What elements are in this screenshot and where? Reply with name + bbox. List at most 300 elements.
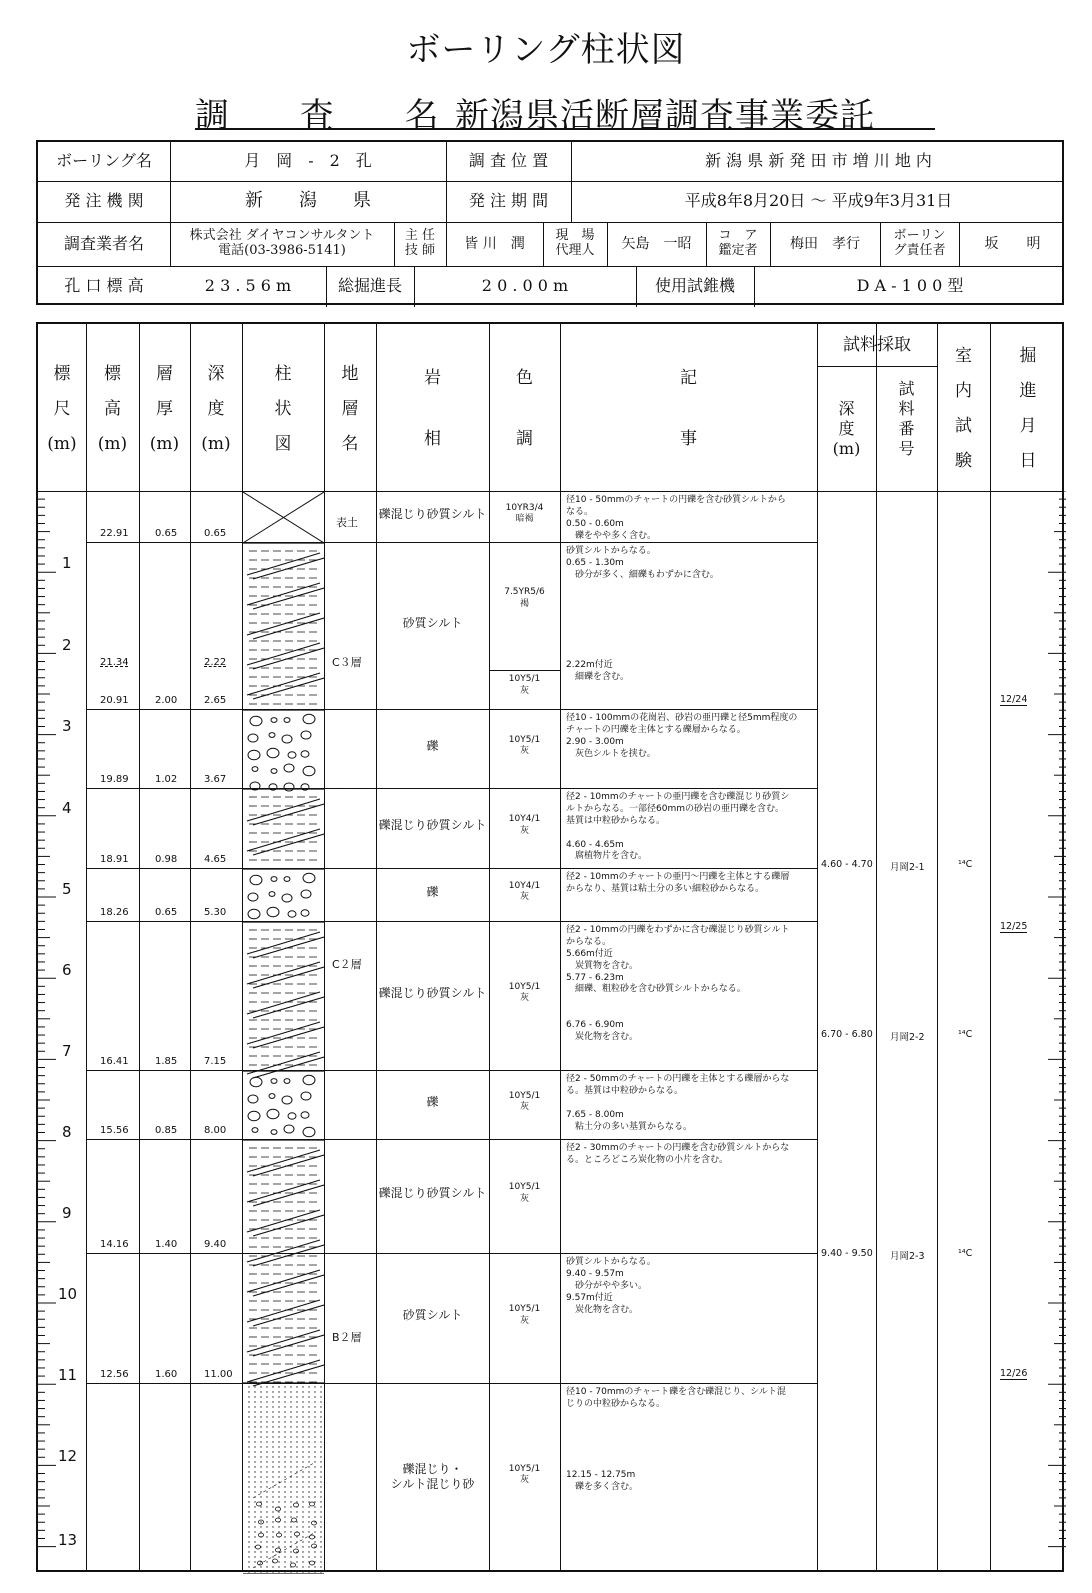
sand-dot xyxy=(290,1556,291,1557)
sand-dot xyxy=(296,1556,297,1557)
layer-lithology: 礫混じり・ シルト混じり砂 xyxy=(390,1461,475,1491)
contractor: 株式会社 ダイヤコンサルタント 電話(03-3986-5141) xyxy=(189,228,375,258)
column-pattern-mark xyxy=(294,1549,299,1553)
sand-dot xyxy=(260,1396,261,1397)
sand-dot xyxy=(302,1421,303,1422)
sand-dot xyxy=(278,1471,279,1472)
column-pattern-mark xyxy=(253,804,324,825)
column-pattern-mark xyxy=(253,834,324,855)
layer-remarks: 径2 - 30mmのチャートの円礫を含む砂質シルトからな る。ところどころ炭化物の小片を含む。 xyxy=(566,1143,790,1165)
total-depth: 2 0 . 0 0 m xyxy=(481,276,569,296)
sand-dot xyxy=(266,1421,267,1422)
column-pattern-mark xyxy=(253,1245,324,1266)
sand-dot xyxy=(308,1491,309,1492)
sand-dot xyxy=(254,1461,255,1462)
layer-color: 10Y5/1 灰 xyxy=(508,1463,541,1486)
sand-dot xyxy=(248,1401,249,1402)
sand-dot xyxy=(320,1486,321,1487)
sand-dot xyxy=(314,1526,315,1527)
sand-dot xyxy=(290,1501,291,1502)
sand-dot xyxy=(284,1486,285,1487)
sand-dot xyxy=(284,1391,285,1392)
sand-dot xyxy=(266,1456,267,1457)
elevation: 2 3 . 5 6 m xyxy=(204,276,292,296)
sand-dot xyxy=(284,1421,285,1422)
sand-dot xyxy=(248,1521,249,1522)
sand-dot xyxy=(254,1551,255,1552)
scale-label-12: 12 xyxy=(58,1447,78,1465)
layer-thickness: 2.00 xyxy=(155,695,178,706)
sand-dot xyxy=(296,1436,297,1437)
sand-dot xyxy=(266,1476,267,1477)
layer-lithology: 礫混じり砂質シルト xyxy=(378,1186,487,1200)
column-pattern-mark xyxy=(267,748,279,758)
sand-dot xyxy=(254,1436,255,1437)
sand-dot xyxy=(290,1421,291,1422)
layer-color: 10YR3/4 暗褐 xyxy=(505,502,544,525)
progress-date-3: 12/26 xyxy=(1000,1368,1028,1379)
sand-dot xyxy=(320,1541,321,1542)
sand-dot xyxy=(296,1536,297,1537)
sand-dot xyxy=(278,1491,279,1492)
sand-dot xyxy=(314,1446,315,1447)
sand-dot xyxy=(296,1446,297,1447)
sand-dot xyxy=(302,1516,303,1517)
sand-dot xyxy=(296,1566,297,1567)
sand-dot xyxy=(284,1531,285,1532)
location: 新 潟 県 新 発 田 市 増 川 地 内 xyxy=(705,151,932,171)
sand-dot xyxy=(284,1426,285,1427)
sand-dot xyxy=(290,1471,291,1472)
sand-dot xyxy=(314,1466,315,1467)
column-pattern-mark xyxy=(253,1027,324,1048)
depth-scale-ruler-right xyxy=(1018,491,1066,1574)
sand-dot xyxy=(272,1551,273,1552)
sand-dot xyxy=(314,1551,315,1552)
boring-responsible: 坂 明 xyxy=(984,235,1041,252)
period-label: 発 注 期 間 xyxy=(468,191,549,211)
sand-dot xyxy=(266,1416,267,1417)
sand-dot xyxy=(320,1501,321,1502)
layer-elevation: 12.56 xyxy=(100,1369,129,1380)
sand-dot xyxy=(248,1466,249,1467)
progress-date-2: 12/25 xyxy=(1000,921,1028,932)
sand-dot xyxy=(272,1511,273,1512)
sand-dot xyxy=(266,1521,267,1522)
sand-dot xyxy=(278,1416,279,1417)
sand-dot xyxy=(314,1456,315,1457)
sand-dot xyxy=(266,1441,267,1442)
sand-dot xyxy=(320,1386,321,1387)
layer-color-alt: 10Y5/1 灰 xyxy=(508,674,541,696)
sand-dot xyxy=(278,1501,279,1502)
scale-label-4: 4 xyxy=(62,799,72,817)
layer-thickness: 0.65 xyxy=(155,528,178,539)
sand-dot xyxy=(320,1561,321,1562)
sand-dot xyxy=(284,1491,285,1492)
sand-dot xyxy=(284,1551,285,1552)
layer-lithology: 礫混じり砂質シルト xyxy=(378,985,487,1000)
sand-dot xyxy=(290,1431,291,1432)
sand-dot xyxy=(248,1451,249,1452)
sand-dot xyxy=(302,1431,303,1432)
header-progress-date: 掘 進 月 日 xyxy=(1019,346,1037,471)
sand-dot xyxy=(272,1426,273,1427)
sand-dot xyxy=(314,1461,315,1462)
sand-dot xyxy=(320,1546,321,1547)
sand-dot xyxy=(248,1541,249,1542)
sand-dot xyxy=(278,1546,279,1547)
sand-dot xyxy=(308,1426,309,1427)
sand-dot xyxy=(308,1481,309,1482)
header-lithology: 岩 相 xyxy=(424,368,441,449)
sand-dot xyxy=(278,1571,279,1572)
sand-dot xyxy=(308,1486,309,1487)
sand-dot xyxy=(248,1456,249,1457)
sand-dot xyxy=(308,1531,309,1532)
sand-dot xyxy=(272,1416,273,1417)
sand-dot xyxy=(254,1456,255,1457)
sand-dot xyxy=(260,1566,261,1567)
sand-dot xyxy=(266,1486,267,1487)
sand-dot xyxy=(284,1571,285,1572)
sand-dot xyxy=(296,1481,297,1482)
sand-dot xyxy=(248,1571,249,1572)
sand-dot xyxy=(260,1426,261,1427)
sand-dot xyxy=(308,1501,309,1502)
sand-dot xyxy=(302,1481,303,1482)
survey-name: 新潟県活断層調査事業委託 xyxy=(455,96,875,136)
sand-dot xyxy=(266,1556,267,1557)
sand-dot xyxy=(290,1466,291,1467)
sand-dot xyxy=(278,1436,279,1437)
sand-dot xyxy=(272,1516,273,1517)
sand-dot xyxy=(272,1506,273,1507)
sand-dot xyxy=(290,1441,291,1442)
sand-dot xyxy=(254,1486,255,1487)
column-pattern-mark xyxy=(253,678,324,699)
boring-name-label: ボーリング名 xyxy=(56,151,152,171)
column-pattern-mark xyxy=(247,1022,320,1044)
layer-lithology: 砂質シルト xyxy=(402,615,463,630)
sand-dot xyxy=(296,1466,297,1467)
sand-dot xyxy=(284,1471,285,1472)
layer-elevation: 20.91 xyxy=(100,695,129,706)
sand-dot xyxy=(290,1426,291,1427)
column-pattern-mark xyxy=(301,890,311,898)
sand-dot xyxy=(284,1411,285,1412)
sand-dot xyxy=(248,1471,249,1472)
contractor-label: 調査業者名 xyxy=(63,233,144,253)
sand-dot xyxy=(302,1536,303,1537)
sand-dot xyxy=(260,1471,261,1472)
sand-dot xyxy=(260,1571,261,1572)
sand-dot xyxy=(248,1426,249,1427)
layer-remarks: 径2 - 10mmのチャートの亜円～円礫を主体とする礫層 からなり、基質は粘土分の多い細粒砂からなる。 xyxy=(566,872,790,894)
sand-dot xyxy=(290,1436,291,1437)
sand-dot xyxy=(302,1561,303,1562)
sand-dot xyxy=(308,1436,309,1437)
sand-dot xyxy=(278,1391,279,1392)
sand-dot xyxy=(248,1411,249,1412)
sand-dot xyxy=(284,1501,285,1502)
sand-dot xyxy=(314,1516,315,1517)
sand-dot xyxy=(320,1506,321,1507)
sand-dot xyxy=(302,1491,303,1492)
sample-depth-2: 6.70 - 6.80 xyxy=(821,1029,873,1040)
column-pattern-mark xyxy=(253,558,324,579)
sand-dot xyxy=(308,1451,309,1452)
sand-dot xyxy=(254,1431,255,1432)
column-pattern-mark xyxy=(271,769,277,774)
sand-dot xyxy=(284,1456,285,1457)
sand-dot xyxy=(248,1546,249,1547)
header-sample-number: 試 料 番 号 xyxy=(898,379,915,458)
sand-dot xyxy=(302,1471,303,1472)
column-pattern-mark xyxy=(247,1150,320,1172)
sample-depth-3: 9.40 - 9.50 xyxy=(821,1248,873,1259)
sand-dot xyxy=(314,1481,315,1482)
column-pattern-mark xyxy=(247,799,320,821)
sand-dot xyxy=(254,1386,255,1387)
sand-dot xyxy=(314,1506,315,1507)
sand-dot xyxy=(248,1536,249,1537)
layer-thickness: 0.85 xyxy=(155,1125,178,1136)
header-color: 色 調 xyxy=(516,368,533,449)
sand-dot xyxy=(308,1566,309,1567)
sand-dot xyxy=(254,1446,255,1447)
survey-title-row xyxy=(195,88,935,136)
header-remarks: 記 事 xyxy=(680,368,697,449)
sand-dot xyxy=(254,1521,255,1522)
sand-dot xyxy=(302,1386,303,1387)
sand-dot xyxy=(266,1541,267,1542)
column-pattern-mark xyxy=(256,1545,261,1549)
sand-dot xyxy=(260,1456,261,1457)
client: 新 潟 県 xyxy=(245,190,371,212)
column-pattern-mark xyxy=(284,877,290,882)
sand-dot xyxy=(320,1521,321,1522)
sand-dot xyxy=(314,1406,315,1407)
sand-dot xyxy=(308,1411,309,1412)
sand-dot xyxy=(320,1426,321,1427)
sand-dot xyxy=(302,1566,303,1567)
sand-dot xyxy=(308,1386,309,1387)
scale-label-7: 7 xyxy=(62,1042,72,1060)
sand-dot xyxy=(248,1526,249,1527)
sand-dot xyxy=(308,1541,309,1542)
sample-number-2: 月岡2-2 xyxy=(890,1032,925,1043)
sand-dot xyxy=(248,1441,249,1442)
sand-dot xyxy=(320,1411,321,1412)
sand-dot xyxy=(248,1566,249,1567)
column-pattern-mark xyxy=(248,734,258,742)
sand-dot xyxy=(290,1506,291,1507)
column-pattern-mark xyxy=(284,783,294,791)
column-pattern-mark xyxy=(253,1305,324,1326)
core-examiner: 梅田 孝行 xyxy=(790,235,860,252)
sand-dot xyxy=(278,1441,279,1442)
sand-dot xyxy=(260,1461,261,1462)
sand-dot xyxy=(248,1556,249,1557)
sand-dot xyxy=(254,1571,255,1572)
sand-dot xyxy=(266,1461,267,1462)
sand-dot xyxy=(296,1426,297,1427)
sand-dot xyxy=(272,1571,273,1572)
sand-dot xyxy=(284,1461,285,1462)
column-pattern-mark xyxy=(253,967,324,988)
sand-dot xyxy=(314,1436,315,1437)
sand-dot xyxy=(314,1471,315,1472)
layer-remarks: 径10 - 100mmの花崗岩、砂岩の亜円礫と径5mm程度の チャートの円礫を主体とする礫層からなる。 2.90 - 3.00m 灰色シルトを挟む。 xyxy=(566,713,798,759)
sand-dot xyxy=(314,1566,315,1567)
header-scale: 標 尺 (m) xyxy=(47,363,77,454)
sand-dot xyxy=(308,1511,309,1512)
sand-dot xyxy=(260,1516,261,1517)
sand-dot xyxy=(302,1391,303,1392)
sand-dot xyxy=(260,1421,261,1422)
sand-dot xyxy=(278,1511,279,1512)
sand-dot xyxy=(296,1486,297,1487)
scale-label-2: 2 xyxy=(62,636,72,654)
column-pattern-mark xyxy=(271,1079,277,1084)
sand-dot xyxy=(284,1526,285,1527)
sand-dot xyxy=(320,1566,321,1567)
sand-dot xyxy=(296,1561,297,1562)
sand-dot xyxy=(284,1436,285,1437)
sand-dot xyxy=(248,1421,249,1422)
sand-dot xyxy=(284,1481,285,1482)
sand-dot xyxy=(320,1481,321,1482)
sand-dot xyxy=(254,1391,255,1392)
formation-b2: B２層 xyxy=(332,1331,362,1344)
sand-dot xyxy=(290,1561,291,1562)
layer-lithology: 砂質シルト xyxy=(402,1308,463,1322)
sand-dot xyxy=(320,1451,321,1452)
layer-elevation: 22.91 xyxy=(100,528,129,539)
sand-dot xyxy=(254,1561,255,1562)
sand-dot xyxy=(272,1386,273,1387)
sand-dot xyxy=(272,1421,273,1422)
sand-dot xyxy=(320,1471,321,1472)
sand-dot xyxy=(266,1446,267,1447)
sand-dot xyxy=(296,1526,297,1527)
sand-dot xyxy=(272,1531,273,1532)
sand-dot xyxy=(248,1516,249,1517)
scale-label-13: 13 xyxy=(58,1531,78,1549)
sand-dot xyxy=(314,1401,315,1402)
layer-depth: 4.65 xyxy=(204,854,227,865)
sand-dot xyxy=(272,1451,273,1452)
layer-depth: 2.65 xyxy=(204,695,227,706)
sand-dot xyxy=(254,1396,255,1397)
sand-dot xyxy=(302,1461,303,1462)
sand-dot xyxy=(272,1471,273,1472)
sand-dot xyxy=(254,1501,255,1502)
sand-dot xyxy=(302,1436,303,1437)
sand-dot xyxy=(278,1516,279,1517)
layer-remarks: 径2 - 50mmのチャートの円礫を主体とする礫層からな る。基質は中粒砂からなる。 7.65 - 8.00m 粘土分の多い基質からなる。 xyxy=(566,1074,790,1132)
sand-dot xyxy=(266,1531,267,1532)
sand-dot xyxy=(302,1396,303,1397)
column-pattern-mark xyxy=(253,997,324,1018)
sand-dot xyxy=(302,1541,303,1542)
sand-dot xyxy=(290,1391,291,1392)
sand-dot xyxy=(320,1446,321,1447)
sand-dot xyxy=(248,1506,249,1507)
sand-dot xyxy=(248,1486,249,1487)
sand-dot xyxy=(296,1386,297,1387)
sand-dot xyxy=(296,1491,297,1492)
sand-dot xyxy=(320,1406,321,1407)
layer-thickness: 1.85 xyxy=(155,1056,178,1067)
column-pattern-mark xyxy=(253,1275,324,1296)
sand-dot xyxy=(320,1416,321,1417)
column-pattern-mark xyxy=(253,1155,324,1176)
column-pattern-mark xyxy=(252,1128,258,1133)
column-pattern-mark xyxy=(284,764,294,772)
sand-dot xyxy=(248,1481,249,1482)
sand-dot xyxy=(260,1466,261,1467)
sand-dot xyxy=(272,1546,273,1547)
column-pattern-mark xyxy=(301,751,309,757)
sand-dot xyxy=(284,1416,285,1417)
scale-label-5: 5 xyxy=(62,880,72,898)
column-pattern-mark xyxy=(301,731,311,739)
sand-dot xyxy=(314,1431,315,1432)
sand-dot xyxy=(266,1516,267,1517)
sand-dot xyxy=(320,1526,321,1527)
sand-dot xyxy=(278,1396,279,1397)
boring-log-table xyxy=(36,322,1064,1572)
sand-dot xyxy=(278,1386,279,1387)
sand-dot xyxy=(248,1531,249,1532)
sand-dot xyxy=(254,1556,255,1557)
sand-dot xyxy=(254,1511,255,1512)
sand-dot xyxy=(278,1461,279,1462)
sand-dot xyxy=(260,1506,261,1507)
sand-dot xyxy=(254,1401,255,1402)
sand-dot xyxy=(302,1521,303,1522)
column-pattern-mark xyxy=(248,909,260,919)
sand-dot xyxy=(320,1461,321,1462)
sand-dot xyxy=(260,1491,261,1492)
sand-dot xyxy=(320,1456,321,1457)
sand-dot xyxy=(296,1496,297,1497)
sand-dot xyxy=(260,1391,261,1392)
sand-dot xyxy=(302,1551,303,1552)
column-pattern-mark xyxy=(253,937,324,958)
sand-dot xyxy=(308,1516,309,1517)
sand-dot xyxy=(320,1391,321,1392)
sand-dot xyxy=(266,1391,267,1392)
sand-dot xyxy=(260,1541,261,1542)
layer-color: 10Y5/1 灰 xyxy=(508,1304,541,1326)
sand-dot xyxy=(254,1526,255,1527)
sand-dot xyxy=(278,1561,279,1562)
sand-dot xyxy=(302,1406,303,1407)
sand-dot xyxy=(248,1561,249,1562)
scale-label-11: 11 xyxy=(58,1366,78,1384)
column-pattern-mark xyxy=(253,1463,314,1498)
scale-label-6: 6 xyxy=(62,961,72,979)
sand-dot xyxy=(248,1496,249,1497)
sand-dot xyxy=(308,1571,309,1572)
sand-dot xyxy=(302,1486,303,1487)
sand-dot xyxy=(254,1541,255,1542)
sand-dot xyxy=(272,1536,273,1537)
sand-dot xyxy=(320,1436,321,1437)
